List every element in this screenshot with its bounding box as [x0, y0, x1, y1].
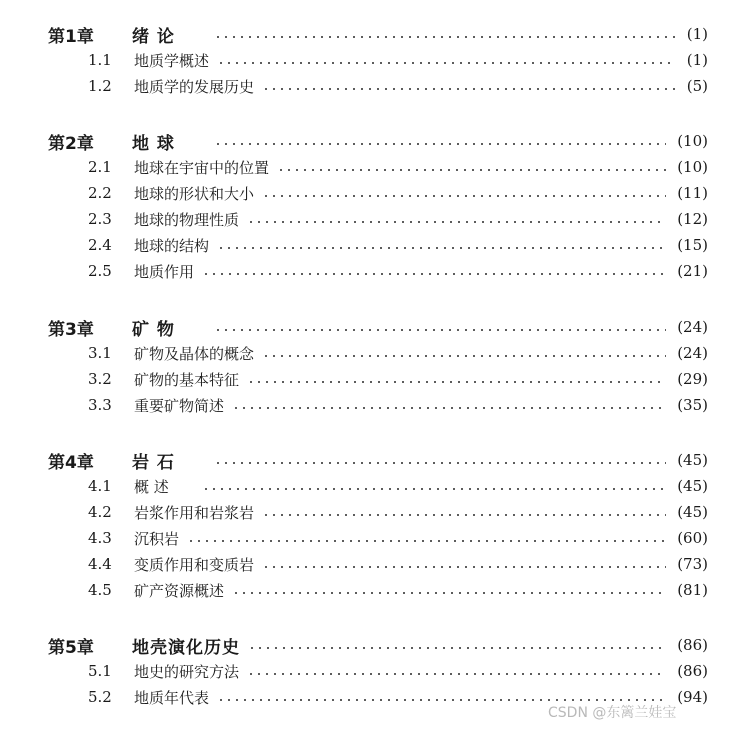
- toc-section-row: [0, 499, 750, 525]
- section-title: 地史的研究方法: [134, 662, 240, 681]
- section-number: 2.3: [88, 210, 112, 228]
- dot-leader: [277, 169, 666, 171]
- section-title: 地质学的发展历史: [134, 77, 255, 96]
- section-title: 矿产资源概述: [134, 581, 225, 600]
- section-title: 变质作用和变质岩: [134, 555, 255, 574]
- page-number: (10): [677, 158, 708, 176]
- toc-section-row: [0, 392, 750, 418]
- page-number: (24): [677, 318, 708, 336]
- section-number: 4.3: [88, 529, 112, 547]
- section-number: 2.5: [88, 262, 112, 280]
- dot-leader: [248, 647, 666, 649]
- toc-section-row: [0, 366, 750, 392]
- dot-leader: [214, 143, 666, 145]
- dot-leader: [217, 247, 666, 249]
- dot-leader: [202, 273, 666, 275]
- page-number: (10): [677, 132, 708, 150]
- section-number: 5.2: [88, 688, 112, 706]
- dot-leader: [217, 699, 666, 701]
- page-number: (86): [677, 636, 708, 654]
- chapter-number: 第5章: [48, 637, 94, 658]
- dot-leader: [262, 88, 675, 90]
- dot-leader: [262, 355, 666, 357]
- dot-leader: [232, 407, 666, 409]
- dot-leader: [217, 62, 675, 64]
- toc-section-row: [0, 658, 750, 684]
- page-number: (81): [677, 581, 708, 599]
- dot-leader: [187, 540, 666, 542]
- section-number: 3.2: [88, 370, 112, 388]
- chapter-title: 矿 物: [132, 319, 175, 340]
- page-number: (45): [677, 477, 708, 495]
- page-number: (1): [686, 51, 708, 69]
- section-number: 3.1: [88, 344, 112, 362]
- toc-section-row: [0, 577, 750, 603]
- section-title: 地球在宇宙中的位置: [134, 158, 270, 177]
- toc-section-row: [0, 206, 750, 232]
- toc-chapter-row: [0, 632, 750, 658]
- toc-chapter-row: [0, 447, 750, 473]
- dot-leader: [247, 673, 666, 675]
- dot-leader: [214, 36, 675, 38]
- section-title: 岩浆作用和岩浆岩: [134, 503, 255, 522]
- toc-chapter-row: [0, 21, 750, 47]
- section-title: 重要矿物简述: [134, 396, 225, 415]
- section-number: 4.2: [88, 503, 112, 521]
- section-number: 4.1: [88, 477, 112, 495]
- section-title: 地质年代表: [134, 688, 210, 707]
- toc-section-row: [0, 154, 750, 180]
- page-number: (35): [677, 396, 708, 414]
- toc-section-row: [0, 340, 750, 366]
- section-title: 地质作用: [134, 262, 195, 281]
- dot-leader: [262, 514, 666, 516]
- section-number: 1.1: [88, 51, 112, 69]
- dot-leader: [262, 566, 666, 568]
- chapter-title: 地壳演化历史: [132, 637, 240, 658]
- chapter-title: 绪 论: [132, 26, 175, 47]
- toc-section-row: [0, 47, 750, 73]
- section-title: 地球的物理性质: [134, 210, 240, 229]
- toc-section-row: [0, 232, 750, 258]
- toc-section-row: [0, 258, 750, 284]
- section-number: 2.4: [88, 236, 112, 254]
- toc-section-row: [0, 473, 750, 499]
- toc-section-row: [0, 525, 750, 551]
- section-title: 沉积岩: [134, 529, 180, 548]
- dot-leader: [214, 462, 666, 464]
- page-number: (24): [677, 344, 708, 362]
- page-number: (29): [677, 370, 708, 388]
- chapter-number: 第3章: [48, 319, 94, 340]
- section-title: 矿物及晶体的概念: [134, 344, 255, 363]
- section-title: 地球的结构: [134, 236, 210, 255]
- section-number: 4.4: [88, 555, 112, 573]
- page-number: (60): [677, 529, 708, 547]
- section-number: 5.1: [88, 662, 112, 680]
- section-number: 2.1: [88, 158, 112, 176]
- toc-section-row: [0, 180, 750, 206]
- section-number: 3.3: [88, 396, 112, 414]
- section-number: 1.2: [88, 77, 112, 95]
- page-number: (21): [677, 262, 708, 280]
- chapter-title: 岩 石: [132, 452, 175, 473]
- dot-leader: [232, 592, 666, 594]
- page-number: (5): [686, 77, 708, 95]
- page-number: (15): [677, 236, 708, 254]
- page-number: (12): [677, 210, 708, 228]
- toc-chapter-row: [0, 314, 750, 340]
- toc-section-row: [0, 551, 750, 577]
- page-number: (94): [677, 688, 708, 706]
- dot-leader: [247, 221, 666, 223]
- toc-section-row: [0, 73, 750, 99]
- section-title: 概 述: [134, 477, 169, 496]
- section-number: 2.2: [88, 184, 112, 202]
- page-number: (45): [677, 451, 708, 469]
- chapter-title: 地 球: [132, 133, 175, 154]
- chapter-number: 第2章: [48, 133, 94, 154]
- dot-leader: [214, 329, 666, 331]
- page-number: (45): [677, 503, 708, 521]
- watermark-text: CSDN @东篱兰娃宝: [548, 705, 677, 721]
- chapter-number: 第1章: [48, 26, 94, 47]
- dot-leader: [262, 195, 666, 197]
- page-number: (73): [677, 555, 708, 573]
- page-number: (11): [677, 184, 708, 202]
- section-title: 地质学概述: [134, 51, 210, 70]
- section-title: 矿物的基本特征: [134, 370, 240, 389]
- toc-chapter-row: [0, 128, 750, 154]
- dot-leader: [247, 381, 666, 383]
- section-title: 地球的形状和大小: [134, 184, 255, 203]
- dot-leader: [202, 488, 666, 490]
- section-number: 4.5: [88, 581, 112, 599]
- chapter-number: 第4章: [48, 452, 94, 473]
- page-number: (86): [677, 662, 708, 680]
- page-number: (1): [686, 25, 708, 43]
